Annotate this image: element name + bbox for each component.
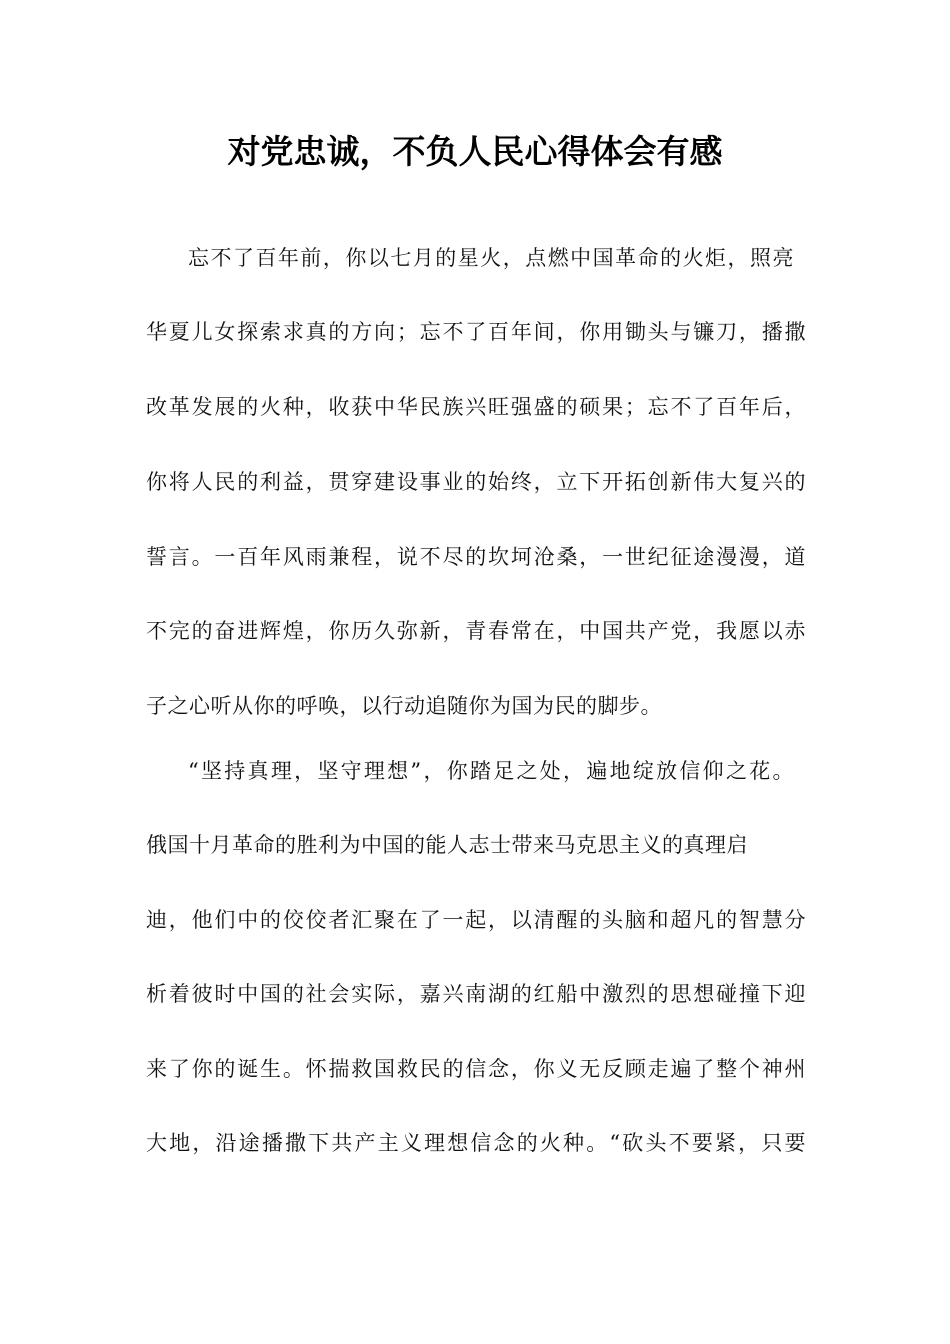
paragraph-1-line-3: 改革发展的火种，收获中华民族兴旺强盛的硕果；忘不了百年后，: [146, 395, 806, 419]
paragraph-2-line-5: 来了你的诞生。怀揣救国救民的信念，你义无反顾走遍了整个神州: [146, 1057, 806, 1081]
paragraph-2-line-4: 析着彼时中国的社会实际，嘉兴南湖的红船中激烈的思想碰撞下迎: [146, 982, 806, 1006]
paragraph-1-line-5: 誓言。一百年风雨兼程，说不尽的坎坷沧桑，一世纪征途漫漫，道: [146, 545, 806, 569]
paragraph-1-line-6: 不完的奋进辉煌，你历久弥新，青春常在，中国共产党，我愿以赤: [146, 619, 806, 643]
paragraph-2-line-2: 俄国十月革命的胜利为中国的能人志士带来马克思主义的真理启: [146, 833, 748, 857]
paragraph-1-line-4: 你将人民的利益，贯穿建设事业的始终，立下开拓创新伟大复兴的: [146, 470, 806, 494]
paragraph-1-line-1: 忘不了百年前，你以七月的星火，点燃中国革命的火炬，照亮: [188, 246, 794, 270]
paragraph-1-line-2: 华夏儿女探索求真的方向；忘不了百年间，你用锄头与镰刀，播撒: [146, 320, 806, 344]
paragraph-1-line-7: 子之心听从你的呼唤，以行动追随你为国为民的脚步。: [146, 694, 662, 718]
paragraph-2-line-6: 大地，沿途播撒下共产主义理想信念的火种。“砍头不要紧，只要: [146, 1131, 806, 1155]
document-title: 对党忠诚，不负人民心得体会有感: [227, 132, 723, 171]
paragraph-2-line-3: 迪，他们中的佼佼者汇聚在了一起，以清醒的头脑和超凡的智慧分: [146, 908, 806, 932]
paragraph-2-line-1: “坚持真理，坚守理想”，你踏足之处，遍地绽放信仰之花。: [188, 759, 794, 783]
